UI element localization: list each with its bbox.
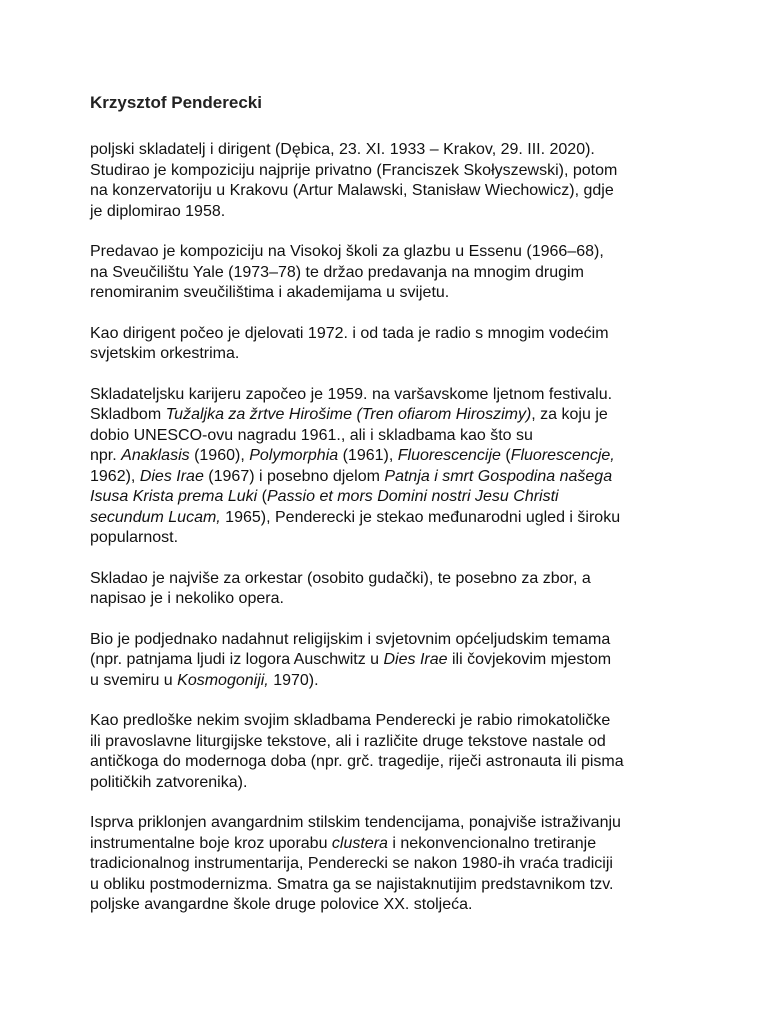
text-run: (1967) i posebno djelom: [203, 467, 385, 485]
text-run: u svemiru u: [90, 671, 178, 689]
paragraph: [90, 385, 690, 549]
paragraph: [90, 711, 690, 793]
text-run: 1962),: [90, 467, 140, 485]
italic-text-run: Dies Irae: [383, 651, 448, 668]
text-line: [90, 467, 690, 488]
italic-text-run: Isusa Krista prema Luki: [90, 488, 258, 505]
text-run: dobio UNESCO-ovu nagradu 1961., ali i skladbama kao što su: [90, 426, 533, 444]
text-run: 1970).: [268, 671, 319, 689]
text-line: [90, 854, 690, 875]
text-run: antičkoga do modernoga doba (npr. grč. tragedije, riječi astronauta ili pisma: [90, 753, 624, 770]
text-run: Skladbom: [90, 406, 166, 423]
paragraph: [90, 630, 690, 692]
text-line: [90, 242, 690, 263]
text-line: [90, 181, 690, 202]
paragraph: [90, 242, 690, 304]
text-line: [90, 344, 690, 365]
text-run: Studirao je kompoziciju najprije privatno (Franciszek Skołyszewski), potom: [90, 161, 618, 179]
text-run: poljski skladatelj i dirigent (Dębica, 23. XI. 1933 – Krakov, 29. III. 2020).: [90, 141, 595, 158]
italic-text-run: Tužaljka za žrtve Hirošime (Tren ofiarom Hiroszimy): [165, 406, 532, 423]
text-run: Skladateljsku karijeru započeo je 1959. na varšavskome ljetnom festivalu.: [90, 385, 613, 403]
text-line: [90, 508, 690, 529]
text-line: [90, 140, 690, 161]
text-line: [90, 752, 690, 773]
text-run: na konzervatoriju u Krakovu (Artur Malawski, Stanisław Wiechowicz), gdje: [90, 182, 614, 199]
italic-text-run: Dies Irae: [139, 467, 204, 485]
italic-text-run: secundum Lucam,: [90, 508, 221, 526]
italic-text-run: Kosmogoniji,: [177, 671, 269, 689]
text-line: [90, 202, 690, 223]
text-line: [90, 813, 690, 834]
text-run: je diplomirao 1958.: [90, 202, 226, 220]
text-run: u obliku postmodernizma. Smatra ga se najistaknutijim predstavnikom tzv.: [90, 875, 614, 893]
text-line: [90, 283, 690, 304]
text-line: [90, 834, 690, 855]
paragraph: [90, 324, 690, 365]
text-line: [90, 161, 690, 182]
text-line: [90, 263, 690, 284]
text-run: ili čovjekovim mjestom: [447, 651, 612, 668]
text-run: i nekonvencionalno tretiranje: [387, 834, 597, 852]
text-line: [90, 569, 690, 590]
paragraph: [90, 813, 690, 916]
text-line: [90, 446, 690, 467]
text-run: 1965), Penderecki je stekao međunarodni ugled i široku: [220, 508, 621, 526]
italic-text-run: Anaklasis: [121, 447, 190, 464]
text-run: popularnost.: [90, 529, 179, 546]
text-run: , za koju je: [531, 406, 608, 423]
italic-text-run: Patnja i smrt Gospodina našega: [384, 467, 613, 485]
italic-text-run: Fluorescencije: [397, 447, 501, 464]
text-run: npr.: [90, 447, 122, 464]
text-run: (: [500, 447, 511, 464]
text-line: [90, 630, 690, 651]
text-run: napisao je i nekoliko opera.: [90, 590, 284, 607]
text-line: [90, 650, 690, 671]
text-run: ili pravoslavne liturgijske tekstove, ali i različite druge tekstove nastale od: [90, 732, 606, 750]
document-title: Krzysztof Penderecki: [90, 93, 262, 112]
text-line: [90, 405, 690, 426]
paragraph: [90, 140, 690, 222]
text-run: Bio je podjednako nadahnut religijskim i svjetovnim općeljudskim temama: [90, 630, 611, 648]
document-body: [90, 140, 690, 916]
text-line: [90, 711, 690, 732]
text-run: (: [257, 488, 267, 505]
text-line: [90, 426, 690, 447]
text-run: Kao dirigent počeo je djelovati 1972. i od tada je radio s mnogim vodećim: [90, 324, 609, 342]
text-run: Skladao je najviše za orkestar (osobito gudački), te posebno za zbor, a: [90, 569, 591, 587]
text-line: [90, 875, 690, 896]
text-run: (1961),: [338, 447, 398, 464]
text-run: svjetskim orkestrima.: [90, 345, 240, 362]
paragraph: [90, 569, 690, 610]
text-run: Kao predloške nekim svojim skladbama Penderecki je rabio rimokatoličke: [90, 712, 611, 729]
text-line: [90, 732, 690, 753]
text-line: [90, 324, 690, 345]
italic-text-run: Fluorescencje,: [510, 447, 615, 464]
text-line: [90, 773, 690, 794]
text-line: [90, 487, 690, 508]
text-run: na Sveučilištu Yale (1973–78) te držao predavanja na mnogim drugim: [90, 263, 584, 281]
text-run: renomiranim sveučilištima i akademijama u svijetu.: [90, 284, 450, 301]
text-line: [90, 671, 690, 692]
text-run: (1960),: [189, 447, 250, 464]
text-run: političkih zatvorenika).: [90, 773, 248, 791]
text-run: Isprva priklonjen avangardnim stilskim tendencijama, ponajviše istraživanju: [90, 814, 621, 831]
text-run: Predavao je kompoziciju na Visokoj školi za glazbu u Essenu (1966–68),: [90, 243, 604, 260]
text-run: instrumentalne boje kroz uporabu: [90, 834, 332, 852]
text-line: [90, 528, 690, 549]
text-line: [90, 589, 690, 610]
text-run: poljske avangardne škole druge polovice XX. stoljeća.: [90, 896, 473, 913]
text-line: [90, 385, 690, 406]
document-page: [90, 92, 690, 936]
text-run: (npr. patnjama ljudi iz logora Auschwitz u: [90, 651, 384, 668]
italic-text-run: clustera: [331, 834, 388, 852]
italic-text-run: Passio et mors Domini nostri Jesu Christi: [266, 488, 559, 505]
text-line: [90, 895, 690, 916]
italic-text-run: Polymorphia: [249, 447, 339, 464]
text-run: tradicionalnog instrumentarija, Penderecki se nakon 1980-ih vraća tradiciji: [90, 855, 613, 872]
